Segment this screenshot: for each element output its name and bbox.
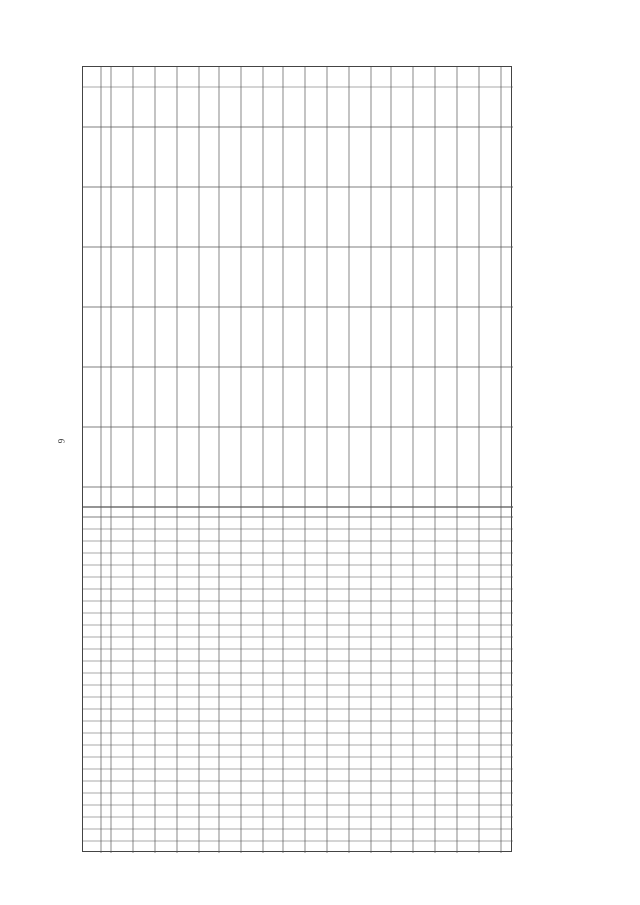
budget-table [82,66,512,852]
table-grid-lines [83,67,513,853]
page-number: 6 [56,438,66,444]
